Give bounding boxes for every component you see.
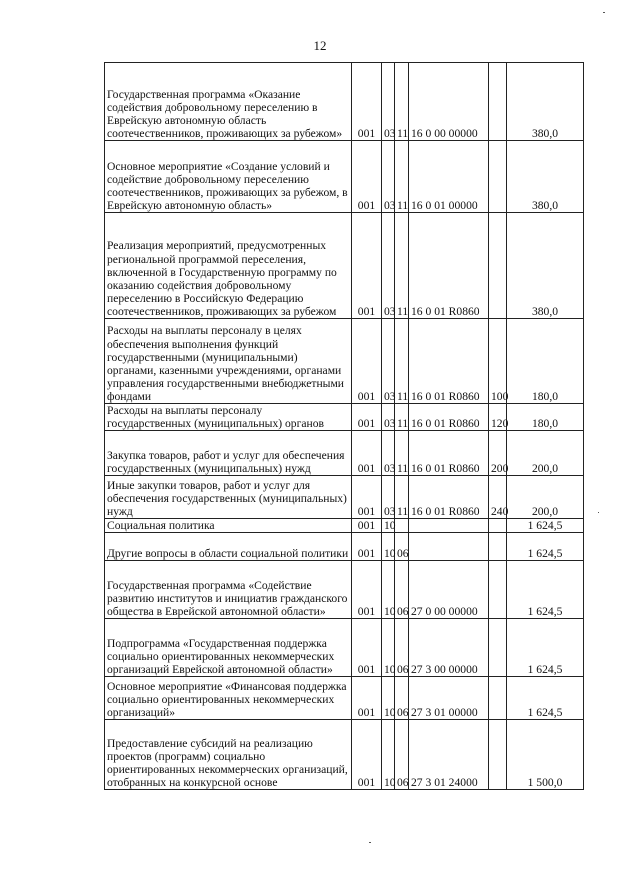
row-vr bbox=[489, 619, 507, 677]
scan-speck bbox=[598, 512, 599, 513]
row-rz: 03 bbox=[382, 63, 395, 141]
row-csr: 16 0 01 R0860 bbox=[409, 319, 489, 404]
scan-speck bbox=[603, 12, 605, 13]
row-name: Расходы на выплаты персоналу государственных (муниципальных) органов bbox=[105, 404, 352, 431]
row-name: Расходы на выплаты персоналу в целях обеспечения выполнения функций государственными (муниципальными) органами, казенными учреждениями, органами управления государственными внебюджетными фондами bbox=[105, 319, 352, 404]
row-pr bbox=[395, 519, 409, 533]
row-sum: 180,0 bbox=[507, 404, 584, 431]
table-row bbox=[105, 141, 584, 213]
row-pr: 11 bbox=[395, 63, 409, 141]
row-vr bbox=[489, 141, 507, 213]
table-row bbox=[105, 63, 584, 141]
row-rz: 03 bbox=[382, 476, 395, 519]
row-ved: 001 bbox=[352, 319, 382, 404]
row-sum: 1 624,5 bbox=[507, 519, 584, 533]
row-name: Основное мероприятие «Финансовая поддержка социально ориентированных некоммерческих организаций» bbox=[105, 677, 352, 720]
row-vr bbox=[489, 63, 507, 141]
row-name: Основное мероприятие «Создание условий и содействие добровольному переселению соотечественников, проживающих за рубежом, в Еврейскую автономную область» bbox=[105, 141, 352, 213]
table-row bbox=[105, 404, 584, 431]
row-ved: 001 bbox=[352, 519, 382, 533]
row-ved: 001 bbox=[352, 431, 382, 476]
row-rz: 03 bbox=[382, 404, 395, 431]
row-pr: 11 bbox=[395, 404, 409, 431]
table-row bbox=[105, 619, 584, 677]
row-rz: 03 bbox=[382, 141, 395, 213]
row-csr: 27 3 01 24000 bbox=[409, 720, 489, 790]
row-pr: 06 bbox=[395, 561, 409, 619]
row-rz: 10 bbox=[382, 677, 395, 720]
row-sum: 380,0 bbox=[507, 141, 584, 213]
row-vr bbox=[489, 213, 507, 319]
row-name: Реализация мероприятий, предусмотренных региональной программой переселения, включенной в Государственную программу по оказанию содействия добровольному переселению в Российскую Федерацию соотечественников, проживающих за рубежом bbox=[105, 213, 352, 319]
row-vr: 200 bbox=[489, 431, 507, 476]
row-rz: 10 bbox=[382, 619, 395, 677]
row-ved: 001 bbox=[352, 619, 382, 677]
row-sum: 1 624,5 bbox=[507, 533, 584, 561]
row-rz: 03 bbox=[382, 319, 395, 404]
budget-table bbox=[104, 62, 584, 790]
row-csr: 16 0 01 R0860 bbox=[409, 404, 489, 431]
row-csr: 27 3 00 00000 bbox=[409, 619, 489, 677]
row-pr: 11 bbox=[395, 213, 409, 319]
row-ved: 001 bbox=[352, 141, 382, 213]
row-vr bbox=[489, 720, 507, 790]
row-name: Другие вопросы в области социальной политики bbox=[105, 533, 352, 561]
budget-table-body bbox=[105, 63, 584, 790]
row-rz: 03 bbox=[382, 431, 395, 476]
row-sum: 200,0 bbox=[507, 431, 584, 476]
row-vr bbox=[489, 561, 507, 619]
row-ved: 001 bbox=[352, 720, 382, 790]
table-row bbox=[105, 319, 584, 404]
row-vr: 120 bbox=[489, 404, 507, 431]
row-name: Социальная политика bbox=[105, 519, 352, 533]
row-vr: 240 bbox=[489, 476, 507, 519]
row-ved: 001 bbox=[352, 476, 382, 519]
row-csr: 27 0 00 00000 bbox=[409, 561, 489, 619]
table-row bbox=[105, 533, 584, 561]
row-sum: 380,0 bbox=[507, 63, 584, 141]
row-rz: 10 bbox=[382, 720, 395, 790]
table-row bbox=[105, 677, 584, 720]
row-ved: 001 bbox=[352, 213, 382, 319]
row-rz: 03 bbox=[382, 213, 395, 319]
row-csr: 27 3 01 00000 bbox=[409, 677, 489, 720]
row-sum: 180,0 bbox=[507, 319, 584, 404]
row-name: Предоставление субсидий на реализацию проектов (программ) социально ориентированных некоммерческих организаций, отобранных на конкурсной основе bbox=[105, 720, 352, 790]
row-sum: 200,0 bbox=[507, 476, 584, 519]
row-pr: 06 bbox=[395, 533, 409, 561]
row-csr: 16 0 01 R0860 bbox=[409, 213, 489, 319]
row-sum: 1 624,5 bbox=[507, 561, 584, 619]
row-vr bbox=[489, 519, 507, 533]
table-row bbox=[105, 720, 584, 790]
row-pr: 11 bbox=[395, 476, 409, 519]
scan-speck bbox=[369, 842, 371, 843]
row-rz: 10 bbox=[382, 519, 395, 533]
row-name: Подпрограмма «Государственная поддержка социально ориентированных некоммерческих организаций Еврейской автономной области» bbox=[105, 619, 352, 677]
row-ved: 001 bbox=[352, 63, 382, 141]
table-row bbox=[105, 519, 584, 533]
row-pr: 11 bbox=[395, 141, 409, 213]
row-name: Государственная программа «Оказание содействия добровольному переселению в Еврейскую автономную область соотечественников, проживающих за рубежом» bbox=[105, 63, 352, 141]
row-csr: 16 0 01 R0860 bbox=[409, 476, 489, 519]
table-row bbox=[105, 213, 584, 319]
row-vr: 100 bbox=[489, 319, 507, 404]
row-csr: 16 0 01 00000 bbox=[409, 141, 489, 213]
row-rz: 10 bbox=[382, 533, 395, 561]
row-sum: 380,0 bbox=[507, 213, 584, 319]
row-vr bbox=[489, 677, 507, 720]
row-sum: 1 500,0 bbox=[507, 720, 584, 790]
row-name: Иные закупки товаров, работ и услуг для обеспечения государственных (муниципальных) нужд bbox=[105, 476, 352, 519]
row-sum: 1 624,5 bbox=[507, 619, 584, 677]
row-rz: 10 bbox=[382, 561, 395, 619]
page-number: 12 bbox=[313, 38, 327, 53]
row-ved: 001 bbox=[352, 404, 382, 431]
row-pr: 06 bbox=[395, 720, 409, 790]
table-row bbox=[105, 431, 584, 476]
row-name: Закупка товаров, работ и услуг для обеспечения государственных (муниципальных) нужд bbox=[105, 431, 352, 476]
row-pr: 11 bbox=[395, 319, 409, 404]
row-ved: 001 bbox=[352, 677, 382, 720]
row-csr bbox=[409, 533, 489, 561]
row-csr bbox=[409, 519, 489, 533]
row-ved: 001 bbox=[352, 561, 382, 619]
table-row bbox=[105, 476, 584, 519]
row-vr bbox=[489, 533, 507, 561]
row-pr: 11 bbox=[395, 431, 409, 476]
row-pr: 06 bbox=[395, 619, 409, 677]
row-ved: 001 bbox=[352, 533, 382, 561]
row-name: Государственная программа «Содействие развитию институтов и инициатив гражданского общества в Еврейской автономной области» bbox=[105, 561, 352, 619]
row-csr: 16 0 00 00000 bbox=[409, 63, 489, 141]
table-row bbox=[105, 561, 584, 619]
row-sum: 1 624,5 bbox=[507, 677, 584, 720]
row-pr: 06 bbox=[395, 677, 409, 720]
row-csr: 16 0 01 R0860 bbox=[409, 431, 489, 476]
